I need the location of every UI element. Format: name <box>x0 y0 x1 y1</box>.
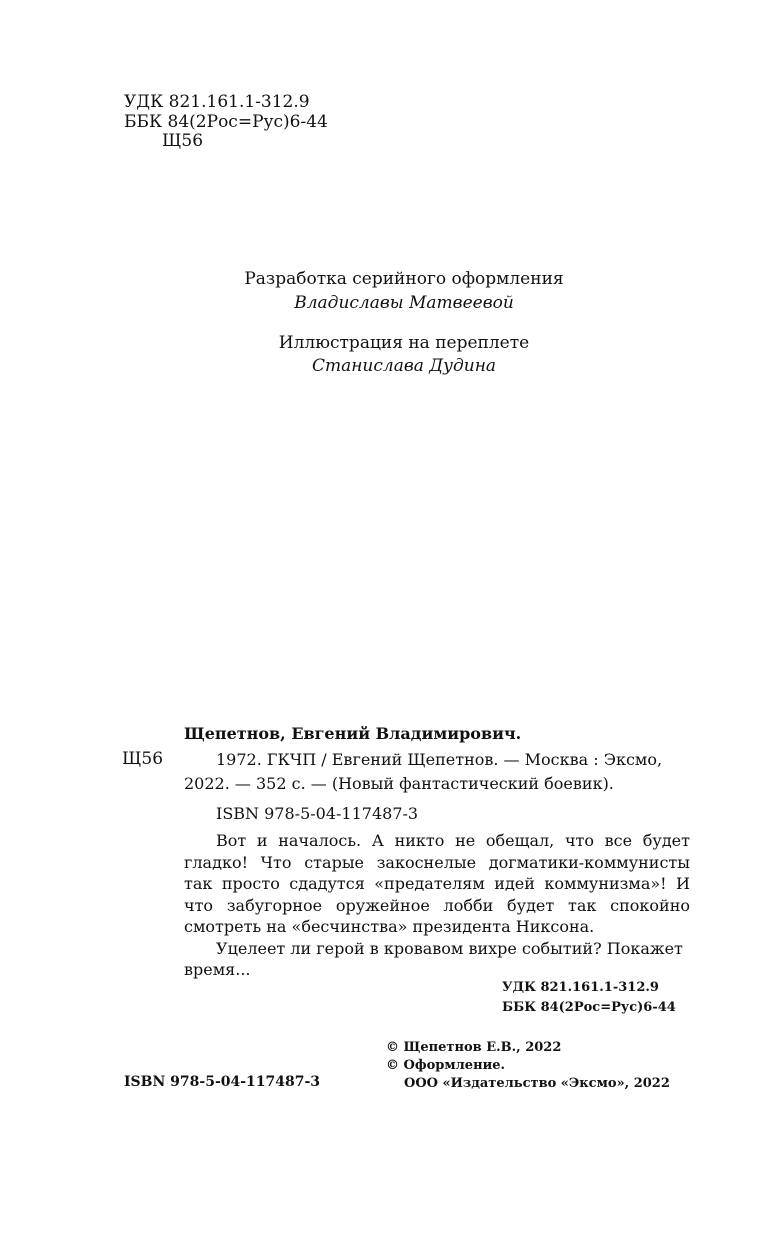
copyright-author: © Щепетнов Е.В., 2022 <box>386 1040 562 1055</box>
isbn-card: ISBN 978-5-04-117487-3 <box>216 804 419 823</box>
bibliographic-line-2: 2022. — 352 с. — (Новый фантастический боевик). <box>184 774 614 793</box>
annotation-paragraph-2: Уцелеет ли герой в кровавом вихре событий? Покажет время... <box>184 938 683 979</box>
cover-illustration-label: Иллюстрация на переплете <box>278 333 530 353</box>
bbk-code-top: ББК 84(2Рос=Рус)6-44 <box>124 112 328 132</box>
author-heading: Щепетнов, Евгений Владимирович. <box>184 724 522 743</box>
author-mark-card: Щ56 <box>122 749 164 769</box>
copyright-design-label: © Оформление. <box>386 1058 506 1073</box>
annotation-paragraph-1: Вот и началось. А никто не обещал, что все будет гладко! Что старые закоснелые догматики-коммунисты так просто сдадутся «предателям идей коммунизма»! И что забугорное оружейное лобби будет так спокойно смотреть на «бесчинства» президента Никсона. <box>184 831 690 936</box>
bbk-code-card: ББК 84(2Рос=Рус)6-44 <box>502 1000 676 1015</box>
udk-code-top: УДК 821.161.1-312.9 <box>124 92 310 112</box>
author-mark-top: Щ56 <box>162 131 204 151</box>
series-design-label: Разработка серийного оформления <box>244 269 564 289</box>
udk-code-card: УДК 821.161.1-312.9 <box>502 980 659 995</box>
bibliographic-description <box>184 748 692 796</box>
copyright-publisher: ООО «Издательство «Эксмо», 2022 <box>404 1076 670 1091</box>
annotation <box>184 830 690 981</box>
cover-illustrator-name: Станислава Дудина <box>311 356 497 376</box>
isbn-bottom: ISBN 978-5-04-117487-3 <box>124 1074 321 1090</box>
series-designer-name: Владиславы Матвеевой <box>294 293 514 313</box>
bibliographic-line-1: 1972. ГКЧП / Евгений Щепетнов. — Москва : Эксмо, <box>216 750 663 769</box>
